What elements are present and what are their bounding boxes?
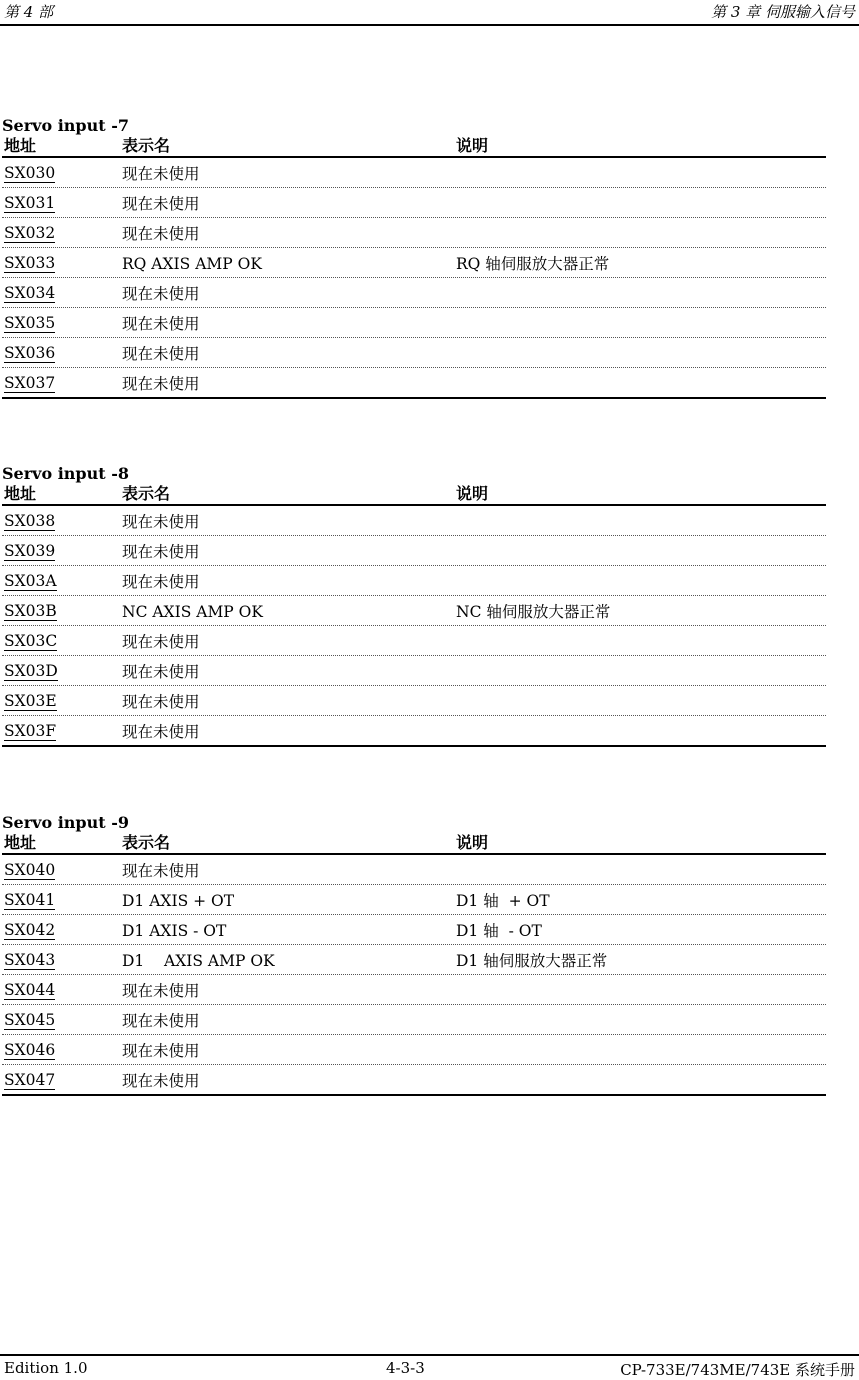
row-name: RQ AXIS AMP OK (122, 255, 262, 273)
row-name: 现在未使用 (122, 375, 200, 393)
table-row (2, 278, 826, 308)
table-row (2, 1035, 826, 1065)
column-header (2, 484, 826, 506)
row-name: 现在未使用 (122, 663, 200, 681)
col-desc: 说明 (456, 136, 489, 155)
column-header (2, 136, 826, 158)
col-addr: 地址 (4, 833, 37, 852)
table-row (2, 506, 826, 536)
signal-table (2, 506, 826, 747)
table-row (2, 1005, 826, 1035)
row-name: 现在未使用 (122, 693, 200, 711)
row-name: 现在未使用 (122, 195, 200, 213)
table-row (2, 368, 826, 399)
row-desc: D1 轴 + OT (456, 892, 550, 910)
table-row (2, 188, 826, 218)
page-header (0, 0, 859, 26)
row-name: D1 AXIS AMP OK (122, 952, 275, 970)
row-addr: SX032 (4, 224, 56, 242)
row-addr: SX044 (4, 981, 56, 999)
servo-input-7-section (2, 116, 826, 399)
table-row (2, 536, 826, 566)
row-addr: SX031 (4, 194, 56, 212)
row-desc: D1 轴伺服放大器正常 (456, 952, 608, 970)
footer-edition: Edition 1.0 (4, 1359, 88, 1377)
row-addr: SX038 (4, 512, 56, 530)
header-chapter: 第 3 章 伺服输入信号 (711, 3, 855, 21)
table-row (2, 248, 826, 278)
row-name: 现在未使用 (122, 633, 200, 651)
row-name: 现在未使用 (122, 723, 200, 741)
row-addr: SX047 (4, 1071, 56, 1089)
row-name: 现在未使用 (122, 862, 200, 880)
footer-manual-title: CP-733E/743ME/743E 系统手册 (620, 1361, 855, 1379)
row-addr: SX03D (4, 662, 58, 680)
row-addr: SX039 (4, 542, 56, 560)
row-name: D1 AXIS + OT (122, 892, 235, 910)
row-addr: SX046 (4, 1041, 56, 1059)
row-addr: SX030 (4, 164, 56, 182)
section-title: Servo input -9 (2, 813, 129, 832)
col-addr: 地址 (4, 136, 37, 155)
row-addr: SX03F (4, 722, 57, 740)
row-addr: SX033 (4, 254, 56, 272)
table-row (2, 975, 826, 1005)
row-addr: SX03A (4, 572, 57, 590)
servo-input-9-section (2, 813, 826, 1096)
servo-input-8-section (2, 464, 826, 747)
page-footer (0, 1354, 859, 1379)
row-name: 现在未使用 (122, 285, 200, 303)
row-name: 现在未使用 (122, 543, 200, 561)
table-row (2, 308, 826, 338)
row-name: D1 AXIS - OT (122, 922, 227, 940)
row-name: 现在未使用 (122, 315, 200, 333)
table-row (2, 915, 826, 945)
row-addr: SX03E (4, 692, 57, 710)
table-row (2, 686, 826, 716)
row-addr: SX041 (4, 891, 56, 909)
section-title: Servo input -8 (2, 464, 129, 483)
row-desc: RQ 轴伺服放大器正常 (456, 255, 610, 273)
table-row (2, 338, 826, 368)
table-row (2, 218, 826, 248)
row-name: 现在未使用 (122, 1042, 200, 1060)
table-row (2, 885, 826, 915)
table-row (2, 716, 826, 747)
table-row (2, 945, 826, 975)
row-name: 现在未使用 (122, 982, 200, 1000)
col-desc: 说明 (456, 484, 489, 503)
row-name: 现在未使用 (122, 345, 200, 363)
col-addr: 地址 (4, 484, 37, 503)
row-addr: SX035 (4, 314, 56, 332)
row-addr: SX045 (4, 1011, 56, 1029)
table-row (2, 855, 826, 885)
table-row (2, 656, 826, 686)
col-name: 表示名 (122, 136, 171, 155)
section-title: Servo input -7 (2, 116, 129, 135)
signal-table (2, 158, 826, 399)
row-name: 现在未使用 (122, 165, 200, 183)
row-addr: SX034 (4, 284, 56, 302)
row-addr: SX040 (4, 861, 56, 879)
table-row (2, 566, 826, 596)
row-addr: SX037 (4, 374, 56, 392)
table-row (2, 1065, 826, 1096)
row-name: 现在未使用 (122, 513, 200, 531)
row-name: 现在未使用 (122, 1072, 200, 1090)
row-addr: SX03C (4, 632, 58, 650)
col-name: 表示名 (122, 833, 171, 852)
column-header (2, 833, 826, 855)
row-name: 现在未使用 (122, 1012, 200, 1030)
page-number: 4-3-3 (386, 1359, 425, 1377)
table-row (2, 626, 826, 656)
row-name: NC AXIS AMP OK (122, 603, 263, 621)
row-addr: SX042 (4, 921, 56, 939)
col-desc: 说明 (456, 833, 489, 852)
row-addr: SX036 (4, 344, 56, 362)
row-name: 现在未使用 (122, 573, 200, 591)
col-name: 表示名 (122, 484, 171, 503)
table-row (2, 158, 826, 188)
row-name: 现在未使用 (122, 225, 200, 243)
header-part: 第 4 部 (4, 3, 54, 21)
table-row (2, 596, 826, 626)
signal-table (2, 855, 826, 1096)
row-desc: D1 轴 - OT (456, 922, 542, 940)
row-addr: SX043 (4, 951, 56, 969)
row-addr: SX03B (4, 602, 57, 620)
row-desc: NC 轴伺服放大器正常 (456, 603, 611, 621)
